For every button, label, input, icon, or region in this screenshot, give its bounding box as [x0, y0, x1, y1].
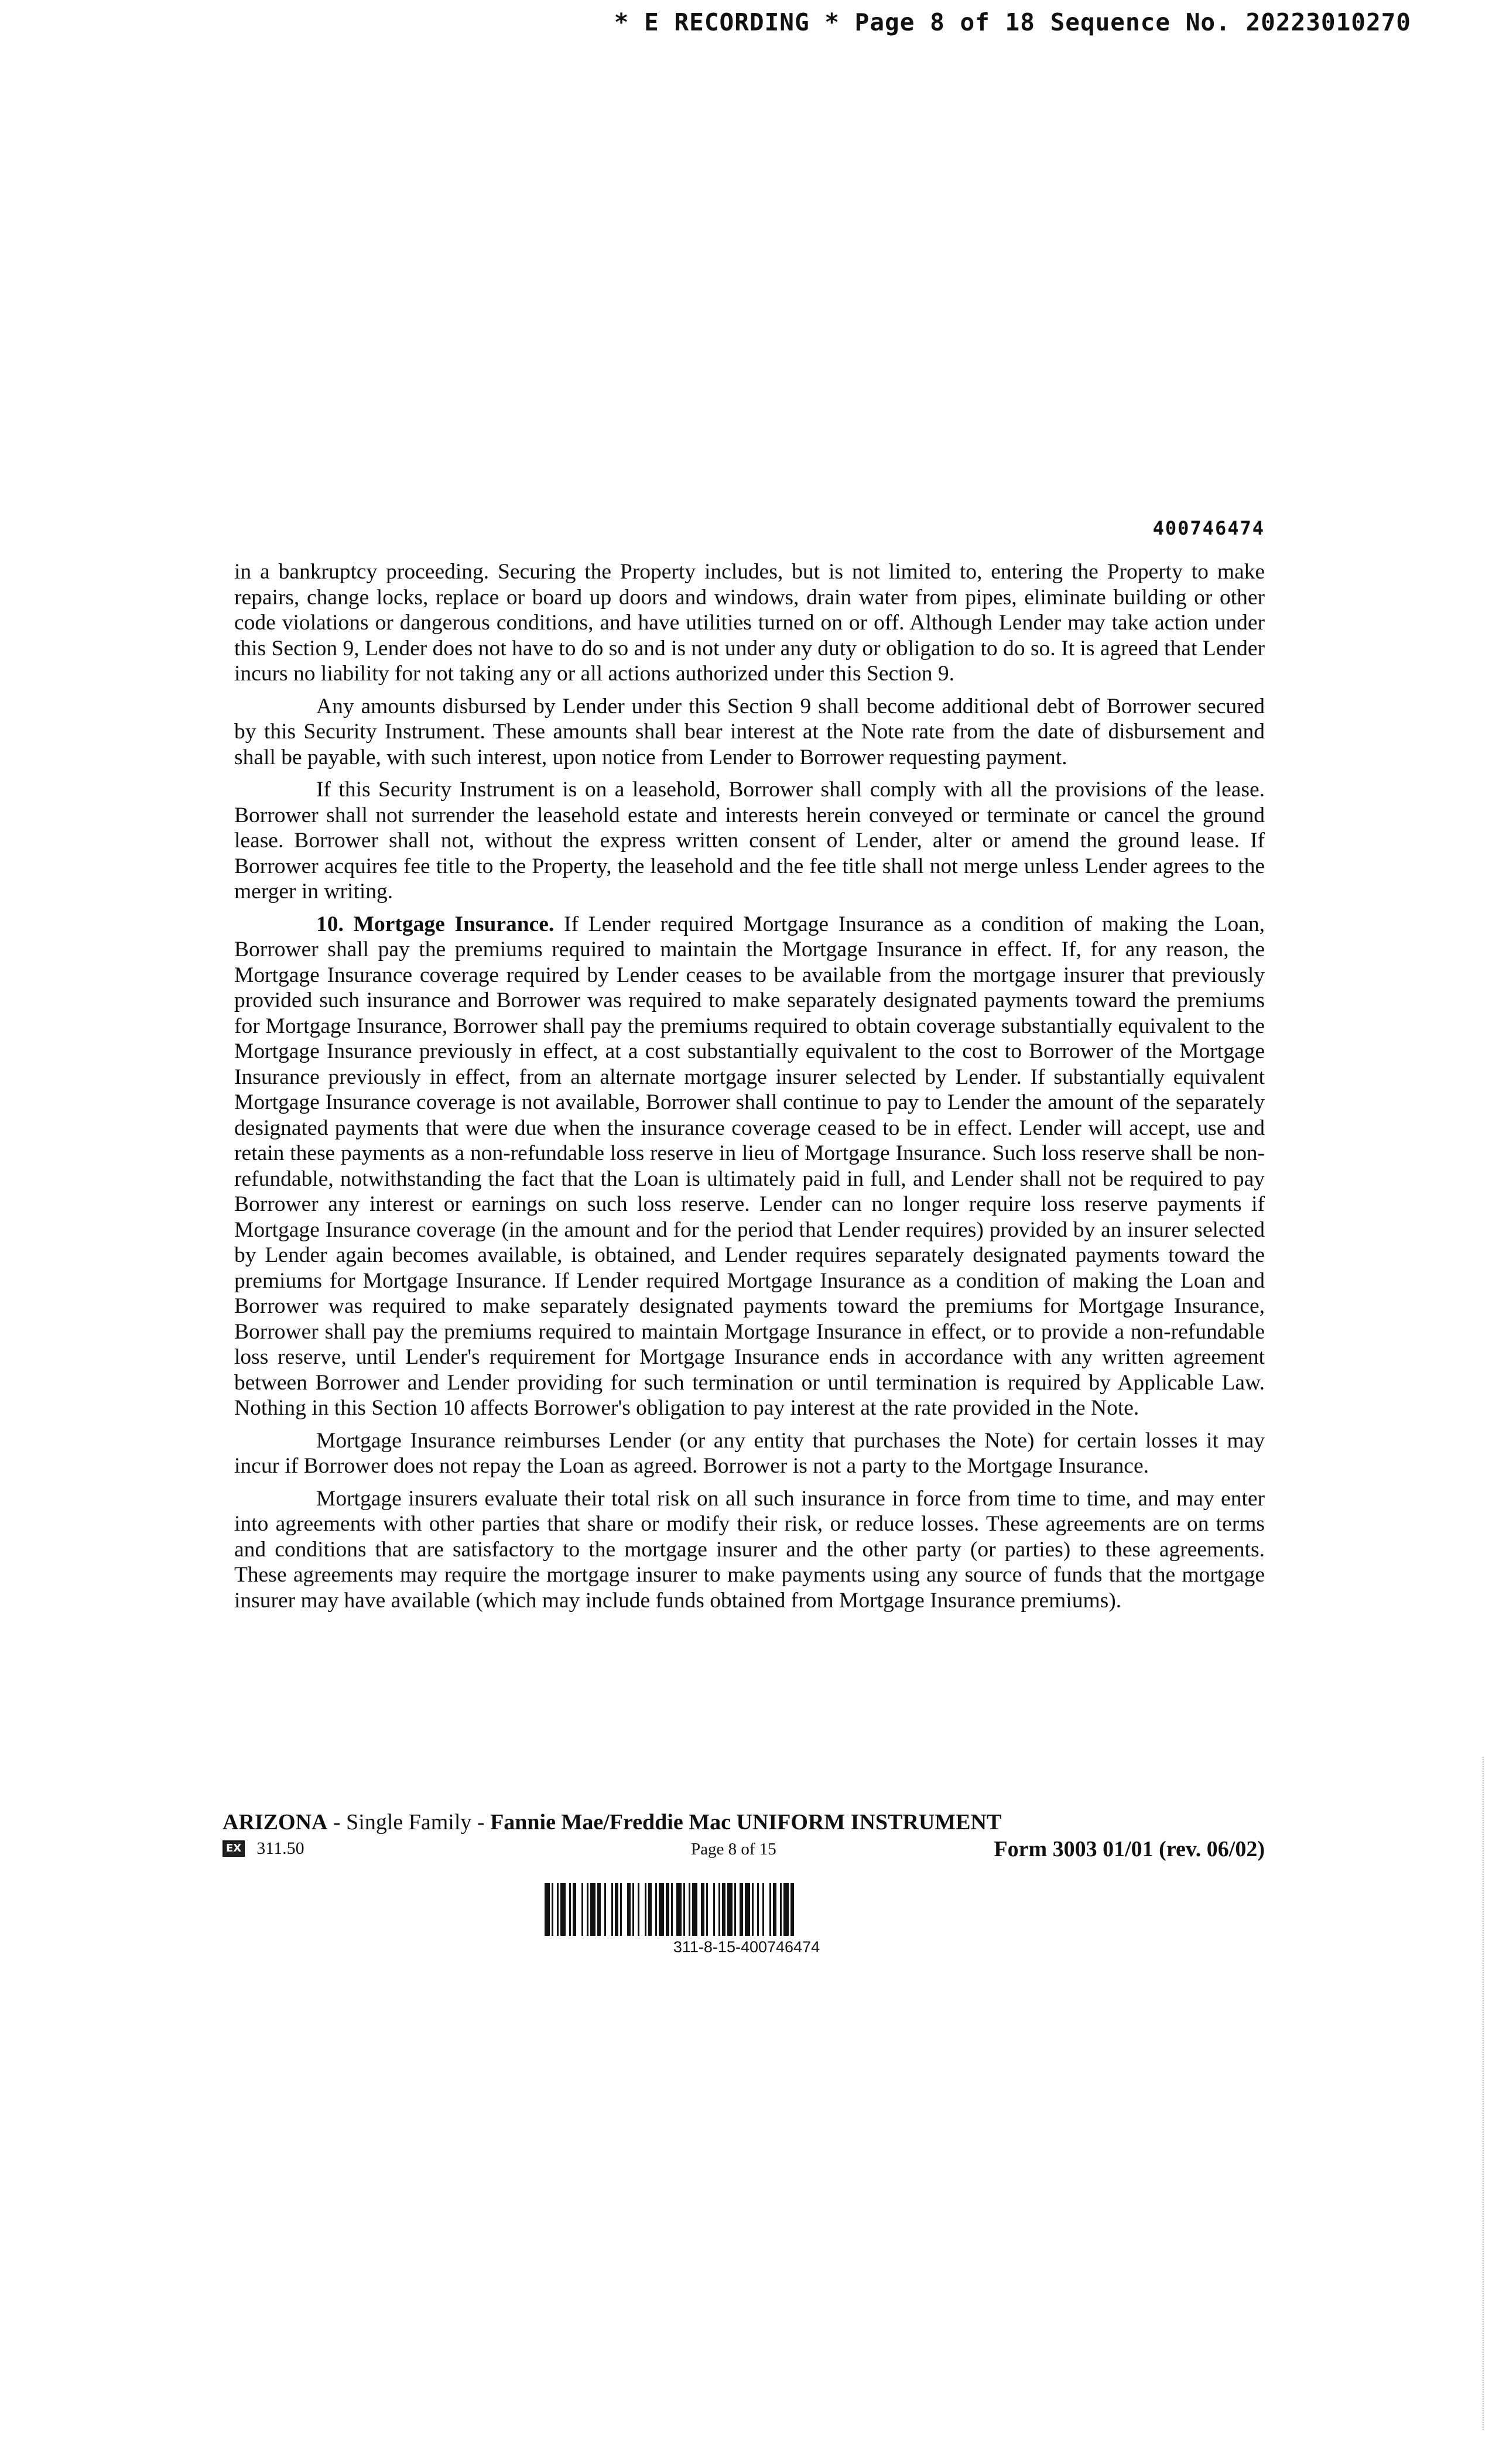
- footer-instrument: Fannie Mae/Freddie Mac UNIFORM INSTRUMENT: [490, 1810, 1002, 1835]
- barcode-block: [545, 1883, 949, 1956]
- form-code-value: 311.50: [256, 1839, 304, 1858]
- recording-header: * E RECORDING * Page 8 of 18 Sequence No. 20223010270: [614, 8, 1411, 36]
- scan-edge-line: [1483, 1757, 1484, 2430]
- paragraph-leasehold: If this Security Instrument is on a leasehold, Borrower shall comply with all the provisions of the lease. Borrower shall not surrender the leasehold estate and interests herein conveyed or terminate or cancel the ground lease. Borrower shall not, without the express written consent of Lender, alter or amend the ground lease. If Borrower acquires fee title to the Property, the leasehold and the fee title shall not merge unless Lender agrees to the merger in writing.: [234, 778, 1265, 904]
- paragraph-mi-reimburses: Mortgage Insurance reimburses Lender (or any entity that purchases the Note) for certain losses it may incur if Borrower does not repay the Loan as agreed. Borrower is not a party to the Mortgage Insurance.: [234, 1428, 1265, 1478]
- section-10-paragraph: [234, 912, 1265, 1421]
- document-body: [234, 559, 1265, 1620]
- barcode-number: 311-8-15-400746474: [673, 1938, 820, 1956]
- section-10-text: If Lender required Mortgage Insurance as a condition of making the Loan, Borrower shall pay the premiums required to maintain the Mortgage Insurance in effect. If, for any reason, the Mortgage Insurance coverage required by Lender ceases to be available from the mortgage insurer that previously provided such insurance and Borrower was required to make separately designated payments toward the premiums for Mortgage Insurance, Borrower shall pay the premiums required to obtain coverage substantially equivalent to the Mortgage Insurance previously in effect, at a cost substantially equivalent to the cost to Borrower of the Mortgage Insurance previously in effect, from an alternate mortgage insurer selected by Lender. If substantially equivalent Mortgage Insurance coverage is not available, Borrower shall continue to pay to Lender the amount of the separately designated payments that were due when the insurance coverage ceased to be in effect. Lender will accept, use and retain these payments as a non-refundable loss reserve in lieu of Mortgage Insurance. Such loss reserve shall be non-refundable, notwithstanding the fact that the Loan is ultimately paid in full, and Lender shall not be required to pay Borrower any interest or earnings on such loss reserve. Lender can no longer require loss reserve payments if Mortgage Insurance coverage (in the amount and for the period that Lender requires) provided by an insurer selected by Lender again becomes available, is obtained, and Lender requires separately designated payments toward the premiums for Mortgage Insurance. If Lender required Mortgage Insurance as a condition of making the Loan and Borrower was required to make separately designated payments toward the premiums for Mortgage Insurance, Borrower shall pay the premiums required to maintain Mortgage Insurance in effect, or to provide a non-refundable loss reserve, until Lender's requirement for Mortgage Insurance ends in accordance with any written agreement between Borrower and Lender providing for such termination or until termination is required by Applicable Law. Nothing in this Section 10 affects Borrower's obligation to pay interest at the rate provided in the Note.: [234, 912, 1265, 1420]
- paragraph-amounts-disbursed: Any amounts disbursed by Lender under this Section 9 shall become additional debt of Borrower secured by this Security Instrument. These amounts shall bear interest at the Note rate from the date of disbursement and shall be payable, with such interest, upon notice from Lender to Borrower requesting payment.: [234, 694, 1265, 769]
- section-10-heading: 10. Mortgage Insurance.: [316, 912, 555, 936]
- paragraph-securing-property: in a bankruptcy proceeding. Securing the Property includes, but is not limited to, entering the Property to make repairs, change locks, replace or board up doors and windows, drain water from pipes, eliminate building or other code violations or dangerous conditions, and have utilities turned on or off. Although Lender may take action under this Section 9, Lender does not have to do so and is not under any duty or obligation to do so. It is agreed that Lender incurs no liability for not taking any or all actions authorized under this Section 9.: [234, 560, 1265, 686]
- footer-title: [223, 1809, 1265, 1835]
- footer-row: [223, 1836, 1265, 1863]
- form-footer: [223, 1809, 1265, 1863]
- page-indicator: Page 8 of 15: [691, 1840, 776, 1859]
- form-number: Form 3003 01/01 (rev. 06/02): [994, 1837, 1265, 1861]
- footer-state: ARIZONA: [223, 1810, 328, 1835]
- form-code: [223, 1839, 304, 1859]
- ex-logo-icon: EX: [223, 1840, 245, 1857]
- barcode-icon: [545, 1883, 949, 1936]
- paragraph-mortgage-insurers: Mortgage insurers evaluate their total risk on all such insurance in force from time to time, and may enter into agreements with other parties that share or modify their risk, or reduce losses. These agreements are on terms and conditions that are satisfactory to the mortgage insurer and the other party (or parties) to these agreements. These agreements may require the mortgage insurer to make payments using any source of funds that the mortgage insurer may have available (which may include funds obtained from Mortgage Insurance premiums).: [234, 1486, 1265, 1613]
- footer-separator: - Single Family -: [327, 1810, 491, 1835]
- loan-number: 400746474: [1152, 517, 1265, 539]
